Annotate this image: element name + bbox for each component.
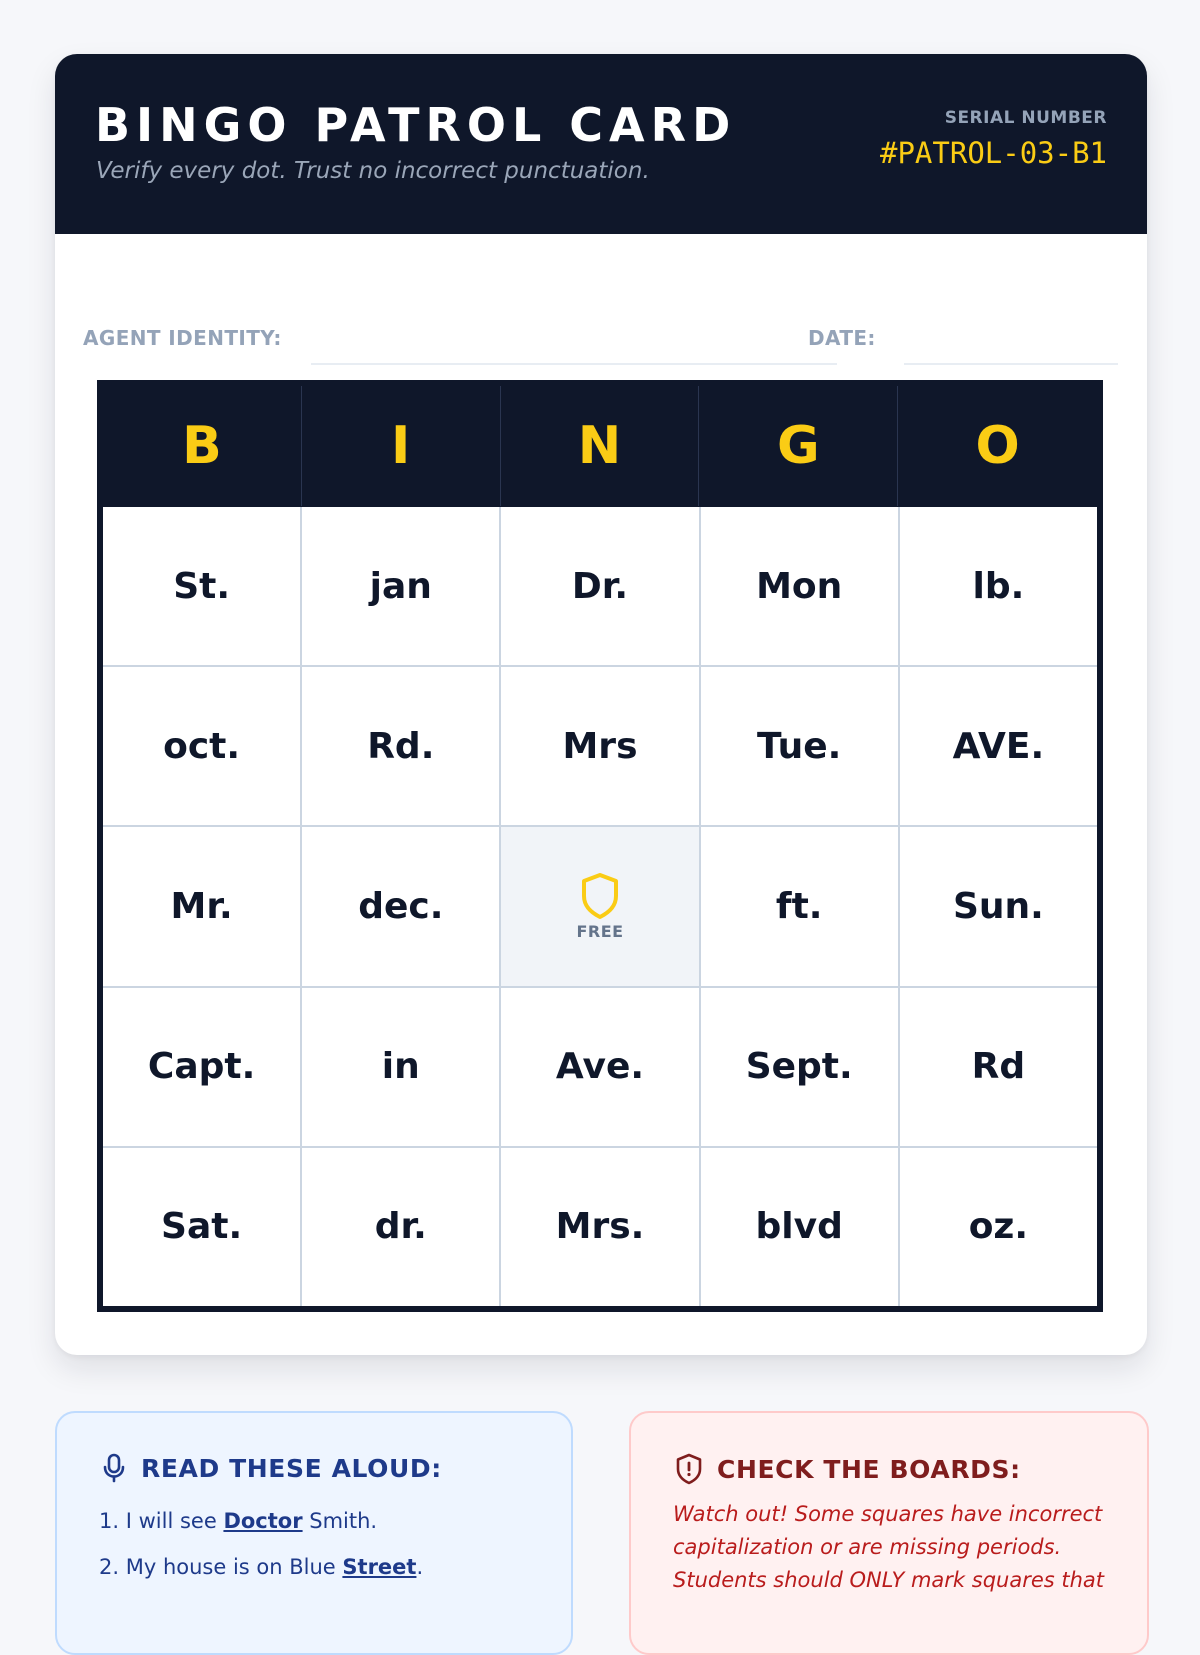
read-aloud-item [99,1544,423,1590]
item-keyword: Street [342,1555,417,1579]
bingo-square[interactable]: oct. [103,667,300,825]
bingo-square[interactable]: blvd [701,1148,898,1306]
item-text: I will see [125,1509,217,1533]
bingo-square[interactable]: in [302,988,499,1146]
column-header-b: B [103,386,302,506]
read-aloud-title: READ THESE ALOUD: [141,1453,442,1483]
bingo-square[interactable]: Rd. [302,667,499,825]
column-header-o: O [975,416,1020,476]
serial-number-label: SERIAL NUMBER [944,108,1107,128]
read-aloud-heading [101,1453,442,1483]
check-boards-title: CHECK THE BOARDS: [717,1454,1021,1484]
item-number: 2. [99,1555,120,1579]
check-boards-panel [629,1411,1149,1655]
bingo-square[interactable]: jan [302,507,499,665]
serial-number-value: #PATROL-03-B1 [880,136,1107,170]
bingo-square[interactable]: Mrs. [501,1148,698,1306]
free-space[interactable] [501,827,698,985]
column-header-n: N [501,386,700,506]
bingo-square[interactable]: Capt. [103,988,300,1146]
bingo-square[interactable]: dec. [302,827,499,985]
item-text: My house is on Blue [125,1555,336,1579]
column-header-i: I [302,386,501,506]
card-title: BINGO PATROL CARD [95,98,737,152]
bingo-square[interactable]: ft. [701,827,898,985]
bingo-square[interactable]: dr. [302,1148,499,1306]
bingo-square[interactable]: Mon [701,507,898,665]
read-aloud-panel [55,1411,573,1655]
warning-line: Watch out! Some squares have incorrect [673,1502,1103,1526]
check-boards-text [673,1498,1113,1597]
shield-icon [580,872,620,920]
bingo-square[interactable]: lb. [900,507,1097,665]
item-number: 1. [99,1509,120,1533]
bingo-square[interactable]: Rd [900,988,1097,1146]
free-label: FREE [576,921,624,941]
bingo-header-row [103,386,1097,506]
date-label: DATE: [808,326,876,350]
bingo-square[interactable]: Mr. [103,827,300,985]
bingo-square[interactable]: oz. [900,1148,1097,1306]
item-text: Smith. [309,1509,378,1533]
agent-identity-field[interactable] [311,363,837,365]
bingo-grid [103,507,1097,1306]
bingo-square[interactable]: St. [103,507,300,665]
item-text: . [416,1555,424,1579]
column-header-g: G [699,386,898,506]
agent-identity-label: AGENT IDENTITY: [83,326,282,350]
bingo-square[interactable]: AVE. [900,667,1097,825]
bingo-board [97,380,1103,1312]
card-header [55,54,1147,234]
card-subtitle: Verify every dot. Trust no incorrect punctuation. [96,158,650,184]
microphone-icon [101,1453,127,1483]
read-aloud-item [99,1498,423,1544]
read-aloud-list [99,1498,423,1590]
shield-alert-icon [675,1453,703,1485]
item-keyword: Doctor [223,1509,303,1533]
bingo-square[interactable]: Tue. [701,667,898,825]
warning-line: capitalization or are missing periods. [673,1535,1062,1559]
bingo-square[interactable]: Dr. [501,507,698,665]
bingo-square[interactable]: Sun. [900,827,1097,985]
bingo-square[interactable]: Sat. [103,1148,300,1306]
bingo-square[interactable]: Ave. [501,988,698,1146]
bingo-square[interactable]: Sept. [701,988,898,1146]
check-boards-heading [675,1453,1021,1485]
bingo-square[interactable]: Mrs [501,667,698,825]
warning-line: Students should ONLY mark squares that [673,1568,1105,1592]
date-field[interactable] [904,363,1118,365]
